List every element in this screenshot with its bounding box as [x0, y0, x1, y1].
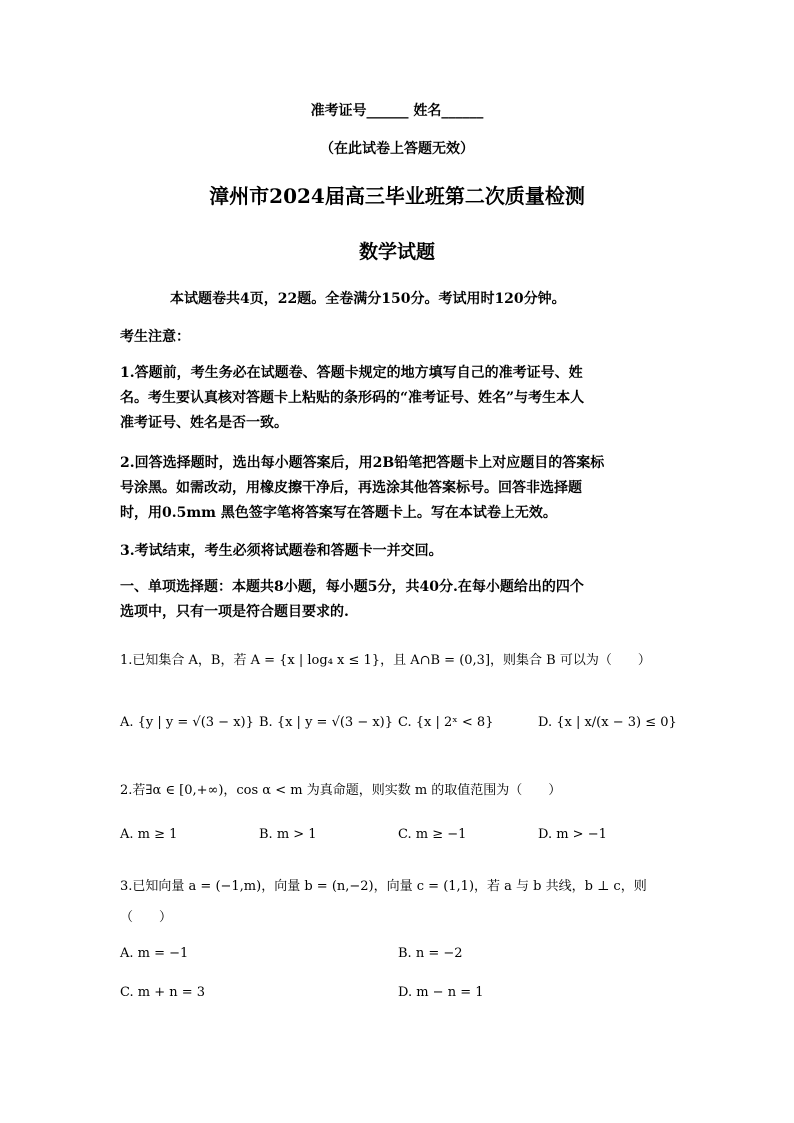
instruction-1-line-1: 1.答题前，考生务必在试题卷、答题卡规定的地方填写自己的准考证号、姓: [120, 365, 583, 381]
instruction-1-line-3: 准考证号、姓名是否一致。: [120, 415, 288, 431]
invalid-notice: （在此试卷上答题无效）: [320, 141, 474, 157]
instruction-2-line-3: 时，用0.5mm 黑色签字笔将答案写在答题卡上。写在本试卷上无效。: [120, 505, 557, 521]
exam-info: 本试题卷共4页，22题。全卷满分150分。考试用时120分钟。: [170, 291, 566, 307]
question-1-option-d: D. {x | x/(x − 3) ≤ 0}: [538, 715, 677, 730]
subject-title: 数学试题: [358, 241, 435, 263]
question-3-stem-line-1: 3.已知向量 a = (−1,m)，向量 b = (n,−2)，向量 c = (1,1)，若 a 与 b 共线，b ⊥ c，则: [120, 879, 647, 894]
candidate-id-line: 准考证号______ 姓名______: [310, 103, 484, 119]
section-1-heading-line-2: 选项中，只有一项是符合题目要求的.: [120, 604, 349, 620]
section-1-heading-line-1: 一、单项选择题：本题共8小题，每小题5分，共40分.在每小题给出的四个: [120, 579, 584, 595]
question-2-option-c: C. m ≥ −1: [398, 827, 467, 842]
question-3-stem-line-2: （ ）: [120, 910, 173, 925]
question-3-option-a: A. m = −1: [120, 946, 189, 961]
instruction-2-line-2: 号涂黑。如需改动，用橡皮擦干净后，再选涂其他答案标号。回答非选择题: [120, 480, 582, 496]
question-1-option-a: A. {y | y = √(3 − x)}: [120, 715, 254, 730]
question-3-option-d: D. m − n = 1: [398, 985, 484, 1000]
question-1-stem: 1.已知集合 A，B，若 A = {x | log₄ x ≤ 1}，且 A∩B = (0,3]，则集合 B 可以为（ ）: [120, 653, 651, 668]
question-1-option-c: C. {x | 2ˣ < 8}: [398, 715, 494, 730]
instruction-1-line-2: 名。考生要认真核对答题卡上粘贴的条形码的“准考证号、姓名”与考生本人: [120, 390, 585, 406]
question-2-option-d: D. m > −1: [538, 827, 607, 842]
instruction-3: 3.考试结束，考生必须将试题卷和答题卡一并交回。: [120, 543, 443, 559]
instructions-heading: 考生注意：: [120, 329, 190, 345]
question-2-option-a: A. m ≥ 1: [120, 827, 178, 842]
question-3-option-b: B. n = −2: [398, 946, 463, 961]
question-2-stem: 2.若∃α ∈ [0,+∞)，cos α < m 为真命题，则实数 m 的取值范围为（ ）: [120, 783, 562, 798]
question-1-option-b: B. {x | y = √(3 − x)}: [259, 715, 394, 730]
question-2-option-b: B. m > 1: [259, 827, 317, 842]
exam-title: 漳州市2024届高三毕业班第二次质量检测: [209, 184, 585, 208]
instruction-2-line-1: 2.回答选择题时，选出每小题答案后，用2B铅笔把答题卡上对应题目的答案标: [120, 455, 605, 471]
question-3-option-c: C. m + n = 3: [120, 985, 206, 1000]
